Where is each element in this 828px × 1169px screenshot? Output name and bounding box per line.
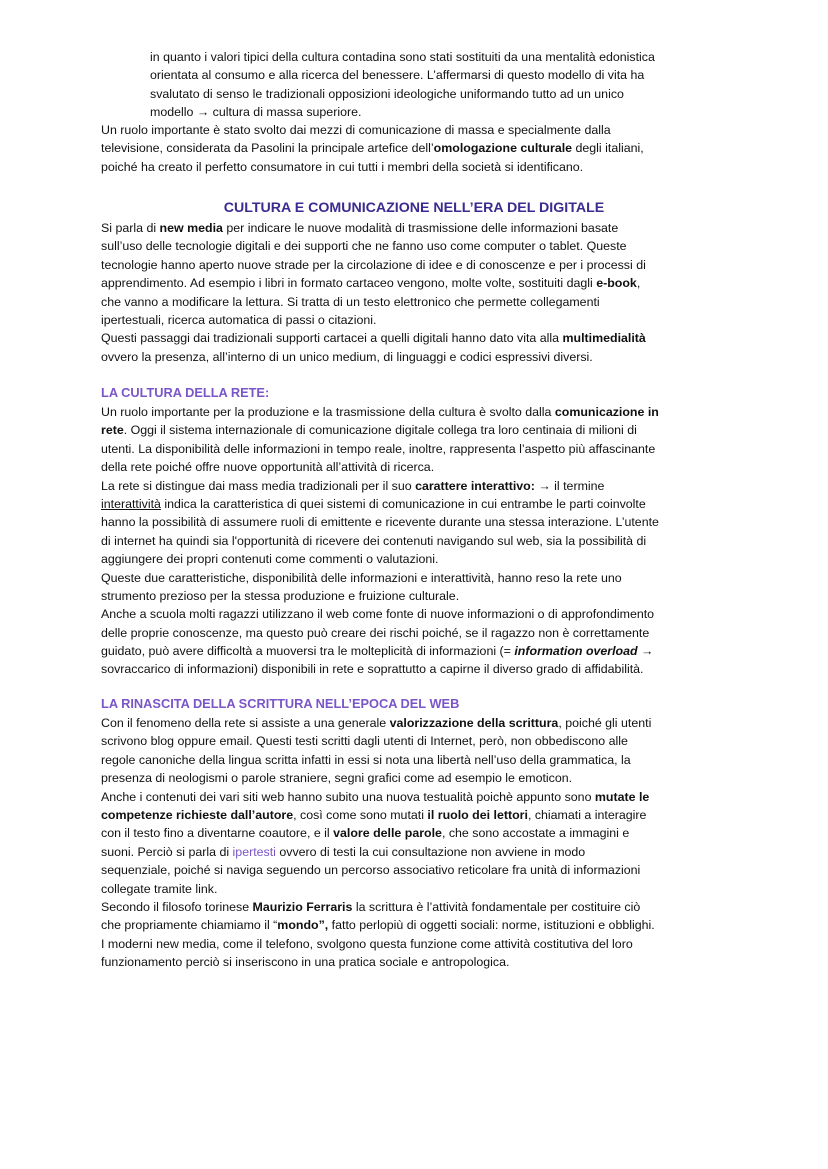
bold-term: valorizzazione della scrittura xyxy=(389,716,559,730)
paragraph-new-media xyxy=(101,219,741,366)
bold-term: multimedialità xyxy=(562,331,646,346)
text-line: interattività indica la caratteristica di quei sistemi di comunicazione in cui entrambe le parti coinvolte xyxy=(101,496,646,511)
bold-term: il ruolo dei lettori xyxy=(427,807,528,822)
bold-term: comunicazione in xyxy=(554,405,659,419)
text-line: Si parla di new media per indicare le nuove modalità di trasmissione delle informazioni basate xyxy=(101,221,619,235)
bold-term: mutate le xyxy=(594,789,650,804)
text-line: La rete si distingue dai mass media tradizionali per il suo carattere interattivo: → il termine xyxy=(101,478,605,493)
text-line: tecnologie hanno aperto nuove strade per la circolazione di idee e di conoscenze e per i processi di xyxy=(101,257,646,272)
text-line: scrivono blog oppure email. Questi testi scritti dagli utenti di Internet, però, non obbediscono alle xyxy=(101,734,628,749)
bold-term: new media xyxy=(159,221,223,235)
text-line: rete. Oggi il sistema internazionale di comunicazione digitale collega tra loro centinaia di milioni di xyxy=(101,423,637,438)
text-line: Un ruolo importante è stato svolto dai mezzi di comunicazione di massa e specialmente dalla xyxy=(101,123,611,137)
text-line: che vanno a modificare la lettura. Si tratta di un testo elettronico che permette collegamenti xyxy=(101,294,600,309)
text-line: funzionamento perciò si inseriscono in una pratica sociale e antropologica. xyxy=(101,955,510,970)
text-line: sovraccarico di informazioni) disponibili in rete e soprattutto a capirne il diverso grado di affidabilità. xyxy=(101,662,644,677)
text-line: della rete poiché offre nuove opportunità all’attività di ricerca. xyxy=(101,460,435,475)
bold-term: e-book xyxy=(596,276,637,291)
text-line: strumento prezioso per la stessa produzione e fruizione culturale. xyxy=(101,588,460,603)
text-line: aggiungere dei propri contenuti come commenti o valutazioni. xyxy=(101,552,439,567)
text-line: ovvero la presenza, all’interno di un unico medium, di linguaggi e codici espressivi diversi. xyxy=(101,349,593,364)
text-line: Queste due caratteristiche, disponibilità delle informazioni e interattività, hanno reso la rete uno xyxy=(101,570,622,585)
text-line: orientata al consumo e alla ricerca del benessere. L’affermarsi di questo modello di vita ha xyxy=(150,68,645,83)
bold-term: competenze richieste dall’autore xyxy=(101,807,294,822)
text-line: sull’uso delle tecnologie digitali e dei supporti che ne fanno uso come computer o tablet. Queste xyxy=(101,239,627,254)
text-line: con il testo fino a diventarne coautore, e il valore delle parole, che sono accostate a immagini e xyxy=(101,826,630,841)
text-line: guidato, può avere difficoltà a muoversi tra le molteplicità di informazioni (= information overload → xyxy=(101,644,654,659)
section-subtitle-rete: LA CULTURA DELLA RETE: xyxy=(101,385,270,400)
text-line: hanno la possibilità di assumere ruoli di emittente e ricevente durante una stessa interazione. L’utente xyxy=(101,515,659,530)
text-line: poiché ha creato il perfetto consumatore in cui tutti i membri della società si identificano. xyxy=(101,159,584,174)
text-line: svalutato di senso le tradizionali opposizioni ideologiche uniformando tutto ad un unico xyxy=(150,86,624,101)
text-line: sequenziale, poiché si naviga seguendo un percorso associativo reticolare fra unità di informazioni xyxy=(101,863,641,878)
text-line: che propriamente chiamiamo il “mondo”, fatto perlopiù di oggetti sociali: norme, istituzioni e obblighi. xyxy=(101,918,655,933)
text-line: televisione, considerata da Pasolini la principale artefice dell’omologazione culturale degli italiani, xyxy=(101,141,644,156)
paragraph-rete xyxy=(101,403,741,679)
text-line: presenza di neologismi o parole straniere, segni grafici come ad esempio le emoticon. xyxy=(101,771,573,786)
text-line: ipertestuali, ricerca automatica di passi o citazioni. xyxy=(101,312,377,327)
text-line: Secondo il filosofo torinese Maurizio Ferraris la scrittura è l’attività fondamentale per costituire ciò xyxy=(101,899,641,914)
section-subtitle-scrittura: LA RINASCITA DELLA SCRITTURA NELL’EPOCA DEL WEB xyxy=(101,696,460,711)
bold-term: rete xyxy=(101,423,124,438)
underlined-term: interattività xyxy=(101,496,161,511)
text-line: delle proprie conoscenze, ma questo può creare dei rischi poiché, se il ragazzo non è correttamente xyxy=(101,625,650,640)
paragraph-intro-continued xyxy=(150,48,740,122)
bold-term: valore delle parole xyxy=(333,826,442,841)
bold-term: mondo”, xyxy=(277,918,329,933)
text-line: suoni. Perciò si parla di ipertesti ovvero di testi la cui consultazione non avviene in modo xyxy=(101,844,586,859)
text-line: Questi passaggi dai tradizionali supporti cartacei a quelli digitali hanno dato vita alla multimedialità xyxy=(101,331,646,346)
text-line: competenze richieste dall’autore, così come sono mutati il ruolo dei lettori, chiamati a interagire xyxy=(101,807,647,822)
text-line: Un ruolo importante per la produzione e la trasmissione della cultura è svolto dalla comunicazione in xyxy=(101,405,659,419)
bold-term: omologazione culturale xyxy=(433,141,573,156)
paragraph-mass-media xyxy=(101,121,741,176)
text-line: regole canoniche della lingua scritta infatti in essi si nota una libertà nell’uso della grammatica, la xyxy=(101,752,631,767)
highlighted-term-ipertesti: ipertesti xyxy=(232,844,276,859)
text-line: Anche i contenuti dei vari siti web hanno subito una nuova testualità poichè appunto sono mutate le xyxy=(101,789,650,804)
bold-italic-term: information overload xyxy=(514,644,638,659)
text-line: di internet ha quindi sia l'opportunità di ricevere dei contenuti navigando sul web, sia la possibilità di xyxy=(101,533,647,548)
bold-term: Maurizio Ferraris xyxy=(252,899,353,914)
text-line: in quanto i valori tipici della cultura contadina sono stati sostituiti da una mentalità edonistica xyxy=(150,50,655,64)
text-line: apprendimento. Ad esempio i libri in formato cartaceo vengono, molte volte, sostituiti dagli e-book, xyxy=(101,276,641,291)
paragraph-scrittura xyxy=(101,714,741,971)
bold-term: carattere interattivo: xyxy=(415,478,535,493)
text-line: I moderni new media, come il telefono, svolgono questa funzione come attività costitutiva del loro xyxy=(101,936,633,951)
section-title-digital: CULTURA E COMUNICAZIONE NELL’ERA DEL DIGITALE xyxy=(223,200,605,216)
text-line: collegate tramite link. xyxy=(101,881,218,896)
text-line: modello → cultura di massa superiore. xyxy=(150,105,362,120)
text-line: Con il fenomeno della rete si assiste a una generale valorizzazione della scrittura, poiché gli utenti xyxy=(101,716,652,730)
text-line: Anche a scuola molti ragazzi utilizzano il web come fonte di nuove informazioni o di approfondimento xyxy=(101,607,655,622)
text-line: utenti. La disponibilità delle informazioni in tempo reale, inoltre, rappresenta l’aspetto più affascinante xyxy=(101,441,656,456)
